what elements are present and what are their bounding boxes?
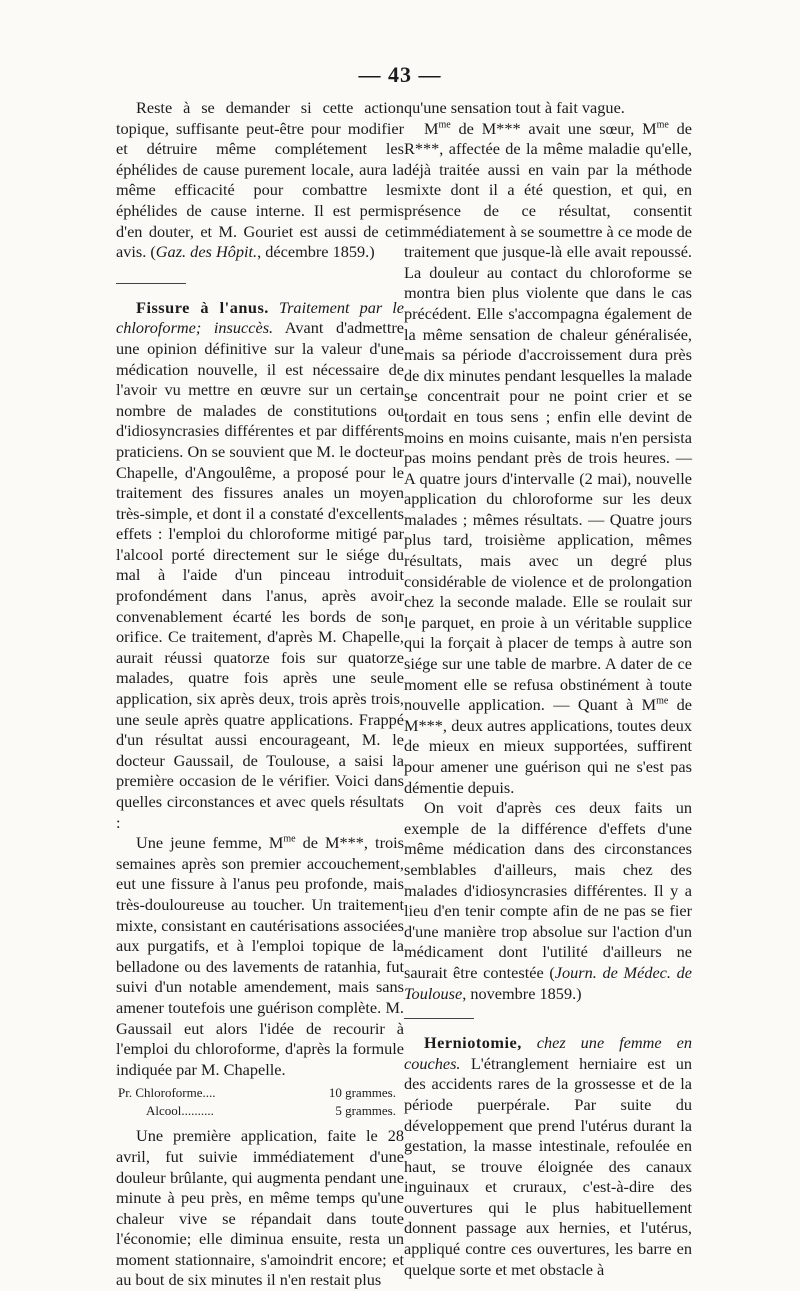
section-subtitle: Traitement par le chloroforme; insuccès. [116,297,405,338]
formula [116,1084,404,1120]
section-text: L'étranglement herniaire est un des accidents rares de la grossesse et de la période puerpérale. Par suite du développement que prend l'utérus durant la gestation, la masse intestinale, refoulée en haut, se trouve éloignée des canaux inguinaux et cruraux, c'est-à-dire des ouvertures qui le plus habituellement donnent passage aux hernies, et l'utérus, appliqué contre ces ouvertures, les barre en quelque sorte et met obstacle à [404,1053,692,1279]
section-subtitle: chez une femme en couches. [404,1033,692,1073]
citation: Journ. de Médec. de Toulouse [404,962,693,1003]
paragraph-conclusion [404,798,692,1004]
paragraph-text: Une jeune femme, M [136,833,284,853]
section-heading: Fissure à l'anus. [136,297,269,317]
citation-date: , novembre 1859.) [462,983,582,1003]
section-divider [404,1018,474,1019]
superscript: me [283,833,296,845]
section-fissure [116,298,404,833]
paragraph-text: On voit d'après ces deux faits un exemple de la différence d'effets d'une même médication dans des circonstances semblables d'ailleurs, mais chez des malades d'idiosyncrasies différentes. Il y a lieu d'en tenir compte afin de ne pas se fier d'une manière trop absolue sur l'action d'un médicament dont l'utilité d'ailleurs ne saurait être contestée ( [404,798,692,982]
citation-date: , décembre 1859.) [257,242,375,262]
paragraph-application: Une première application, faite le 28 avril, fut suivie immédiatement d'une douleur brûlante, qui augmenta pendant une minute à peu près, en même temps qu'une chaleur vive se répandait dans toute l'économie; elle diminua ensuite, resta un moment stationnaire, s'amoindrit encore; et au bout de six minutes il n'en restait plus [116,1126,404,1290]
formula-quantity: 5 grammes. [335,1103,396,1119]
paragraph-case1 [116,833,404,1080]
section-text: Avant d'admettre une opinion définitive sur la valeur d'une médication nouvelle, il est nécessaire de l'avoir vu mettre en œuvre sur un certain nombre de malades de constitutions ou d'idiosyncrasies différentes et par différents praticiens. On se souvient que M. le docteur Chapelle, d'Angoulême, a proposé pour le traitement des fissures anales un moyen très-simple, et dont il a constaté d'excellents effets : l'emploi du chloroforme mitigé par l'alcool porté directement sur le siége du mal à l'aide d'un pinceau introduit profondément dans l'anus, après avoir convenablement écarté les bords de son orifice. Ce traitement, d'après M. Chapelle, aurait réussi quatorze fois sur quatorze malades, quatre fois après une seule application, six après deux, trois après trois, une seule après quatre applications. Frappé d'un résultat aussi encourageant, M. le docteur Gaussail, de Toulouse, a saisi la première occasion de le vérifier. Voici dans quelles circonstances et avec quels résultats : [116,318,404,832]
paragraph-text: Reste à se demander si cette action topique, suffisante peut-être pour modifier et détruire même complétement les éphélides de cause purement locale, aura la même efficacité pour combattre les éphélides de cause interne. Il est permis d'en douter, et M. Gouriet est aussi de cet avis. ( [116,98,404,262]
right-column [404,98,692,1280]
section-divider [116,283,186,284]
citation: Gaz. des Hôpit. [155,242,258,262]
formula-row [116,1084,404,1102]
left-column [116,98,404,1291]
formula-label: Pr. Chloroforme.... [118,1085,216,1101]
formula-row [116,1102,404,1120]
section-heading: Herniotomie, [424,1033,522,1053]
formula-quantity: 10 grammes. [328,1085,396,1101]
paragraph-ephelides [116,98,404,263]
paragraph-text: de M***, trois semaines après son premier accouchement, eut une fissure à l'anus peu profonde, mais très-douloureuse au toucher. Un traitement mixte, consistant en cautérisations associées aux purgatifs, et à l'emploi topique de la belladone ou des lavements de ratanhia, fut suivi d'un notable amendement, mais sans amener toutefois une guérison complète. M. Gaussail eut alors l'idée de recourir à l'emploi du chloroforme, d'après la formule indiquée par M. Chapelle. [116,833,405,1079]
section-herniotomie [404,1033,692,1280]
formula-label: Alcool.......... [146,1103,214,1119]
paragraph-continuation: qu'une sensation tout à fait vague. [404,98,625,117]
page-number: — 43 — [358,62,442,87]
paragraph-case2: $M^{me}$ de M*** avait une sœur, $M^{me}$ de R***, affectée de la même maladie qu'elle, déjà traitée aussi en vain par la méthode mixte dont il a été question, et qui, en présence de ce résultat, consentit immédiatement à se soumettre à ce mode de traitement que jusque-là elle avait repoussé. La douleur au contact du chloroforme se montra bien plus violente que dans le cas précédent. Elle s'accompagna également de la même sensation de chaleur généralisée, mais sa période d'accroissement dura près de dix minutes pendant lesquelles la malade se concentrait pour ne point crier et se tordait en tous sens ; enfin elle devint de moins en moins cuisante, mais n'en persista pas moins pendant près de trois heures. — A quatre jours d'intervalle (2 mai), nouvelle application du chloroforme sur les deux malades ; mêmes résultats. — Quatre jours plus tard, troisième application, mêmes résultats, mais avec un degré plus considérable de violence et de prolongation chez la seconde malade. Elle se roulait sur le parquet, en proie à un véritable supplice qui la forçait à placer de temps à autre son siége sur une table de marbre. A dater de ce moment elle se refusa obstinément à toute nouvelle application. — Quant à $M^{me}$ de M***, deux autres applications, toutes deux de mieux en mieux supportées, suffirent pour amener une guérison qui ne s'est pas démentie depuis. [404,118,693,797]
